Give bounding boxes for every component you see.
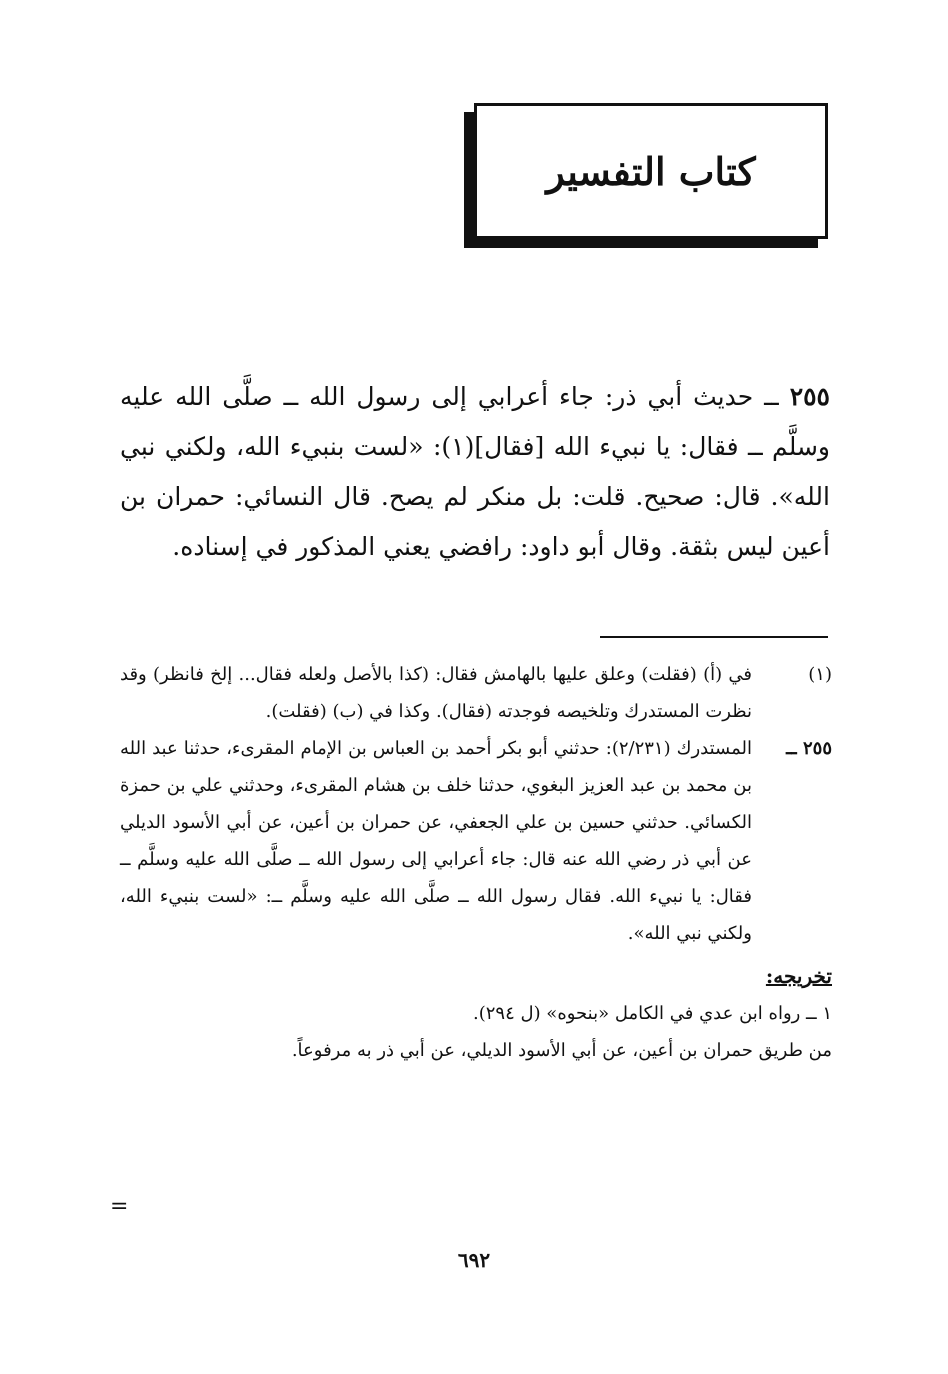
note-255-text: المستدرك (٢/٢٣١): حدثني أبو بكر أحمد بن العباس بن الإمام المقرىء، حدثنا عبد الله بن محمد بن عبد العزيز البغوي، حدثنا خلف بن هشام المقرىء، وحدثني علي بن حمزة الكسائي. حدثني حسين بن علي الجعفي، عن حمران بن أعين، عن أبي الأسود الديلي عن أبي ذر رضي الله عنه قال: جاء أعرابي إلى رسول الله ــ صلَّى الله عليه وسلَّم ــ فقال: يا نبيء الله. فقال رسول الله ــ صلَّى الله عليه وسلَّم ــ: «لست بنبيء الله، ولكني نبي الله». <box>120 738 752 944</box>
footnote-1-text: في (أ) (فقلت) وعلق عليها بالهامش فقال: (كذا بالأصل ولعله فقال... إلخ فانظر) وقد نظرت المستدرك وتلخيصه فوجدته (فقال). وكذا في (ب) (فقلت). <box>120 664 752 722</box>
note-255-label: ٢٥٥ ــ <box>786 738 832 759</box>
footnote-1-label: (١) <box>808 664 832 685</box>
takhrij-item-1-cont: من طريق حمران بن أعين، عن أبي الأسود الديلي، عن أبي ذر به مرفوعاً. <box>291 1040 832 1061</box>
page-number: ٦٩٢ <box>457 1248 491 1272</box>
chapter-title-box <box>474 103 828 239</box>
chapter-title: كتاب التفسير <box>546 148 756 194</box>
takhrij-heading: تخريجه: <box>765 964 832 988</box>
footnote-separator <box>600 636 828 638</box>
note-255 <box>120 730 832 952</box>
hadith-text: ــ حديث أبي ذر: جاء أعرابي إلى رسول الله ــ صلَّى الله عليه وسلَّم ــ فقال: يا نبيء الله [فقال](١): «لست بنبيء الله، ولكني نبي الله». قال: صحيح. قلت: بل منكر لم يصح. قال النسائي: حمران بن أعين ليس بثقة. وقال أبو داود: رافضي يعني المذكور في إسناده. <box>120 382 830 561</box>
takhrij-item-1: ١ ــ رواه ابن عدي في الكامل «بنحوه» (ل ٢٩٤). <box>473 1003 832 1024</box>
footnotes <box>120 656 832 1069</box>
continuation-mark: = <box>110 1194 129 1219</box>
main-hadith <box>120 372 830 572</box>
footnote-1 <box>120 656 832 730</box>
takhrij-section <box>120 958 832 1069</box>
hadith-number: ٢٥٥ <box>789 382 830 411</box>
